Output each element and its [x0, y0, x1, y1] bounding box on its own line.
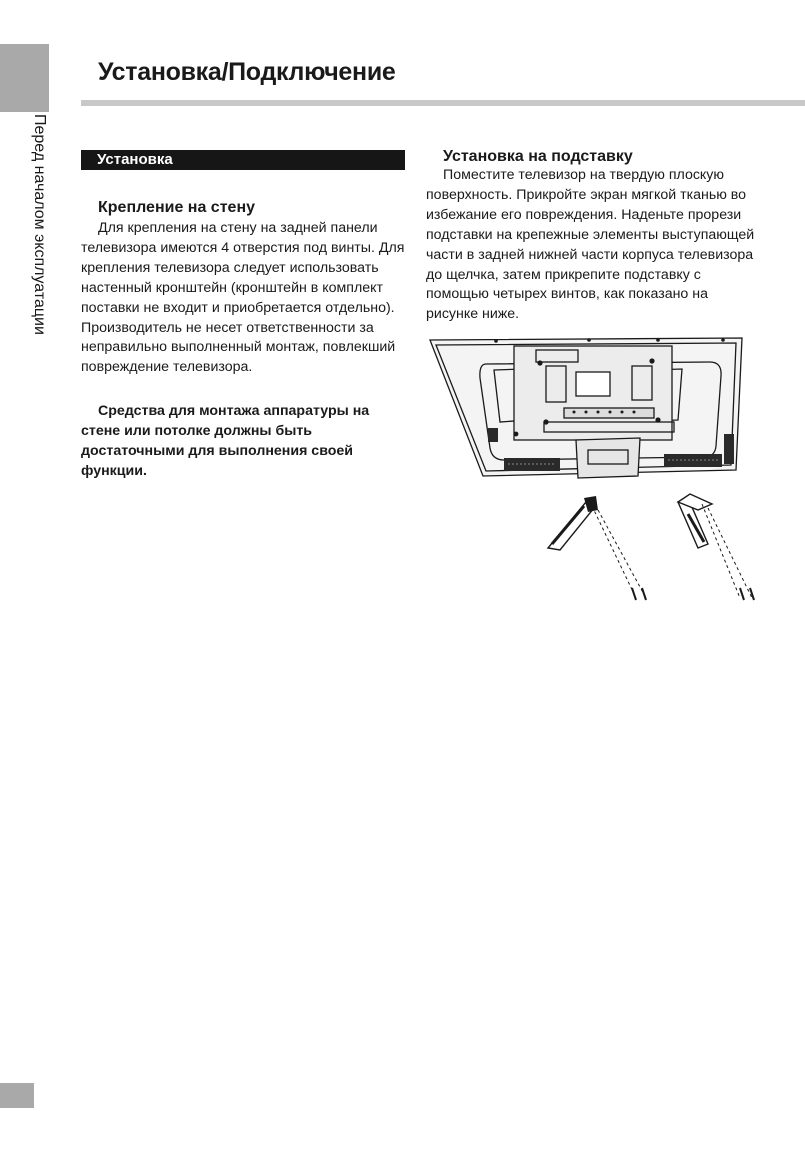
tv-stand-diagram-icon — [426, 336, 771, 602]
section-header — [81, 150, 405, 170]
right-stand-foot — [678, 494, 754, 600]
stand-mount-heading: Установка на подставку — [443, 148, 633, 165]
wall-mount-warning — [81, 402, 407, 482]
side-tab-label: Перед началом эксплуатации — [31, 114, 48, 335]
wall-mount-warning-text: Средства для монтажа аппаратуры на стене или потолке должны быть достаточными для выполнения своей функции. — [81, 403, 370, 479]
page-title: Установка/Подключение — [98, 58, 396, 86]
wall-mount-text: Для крепления на стену на задней панели телевизора имеются 4 отверстия под винты. Для крепления телевизора следует использовать настенный кронштейн (кронштейн в комплект поставки не входит и приобретается отдельно). Производитель не несет ответственности за неправильно выполненный монтаж, повлекший повреждение телевизора. — [81, 220, 405, 376]
page-corner-marker — [0, 1083, 34, 1108]
section-header-label: Установка — [97, 151, 173, 168]
left-stand-foot — [548, 496, 646, 600]
wall-mount-paragraph — [81, 219, 411, 378]
title-divider — [81, 100, 805, 106]
wall-mount-heading: Крепление на стену — [98, 199, 255, 216]
stand-mount-text: Поместите телевизор на твердую плоскую поверхность. Прикройте экран мягкой тканью во избежание его повреждения. Наденьте прорези подставки на крепежные элементы выступающей части в задней нижней части корпуса телевизора до щелчка, затем прикрепите подставку с помощью четырех винтов, как показано на рисунке ниже. — [426, 167, 755, 323]
stand-mount-paragraph — [426, 166, 756, 325]
side-tab-marker — [0, 44, 49, 112]
